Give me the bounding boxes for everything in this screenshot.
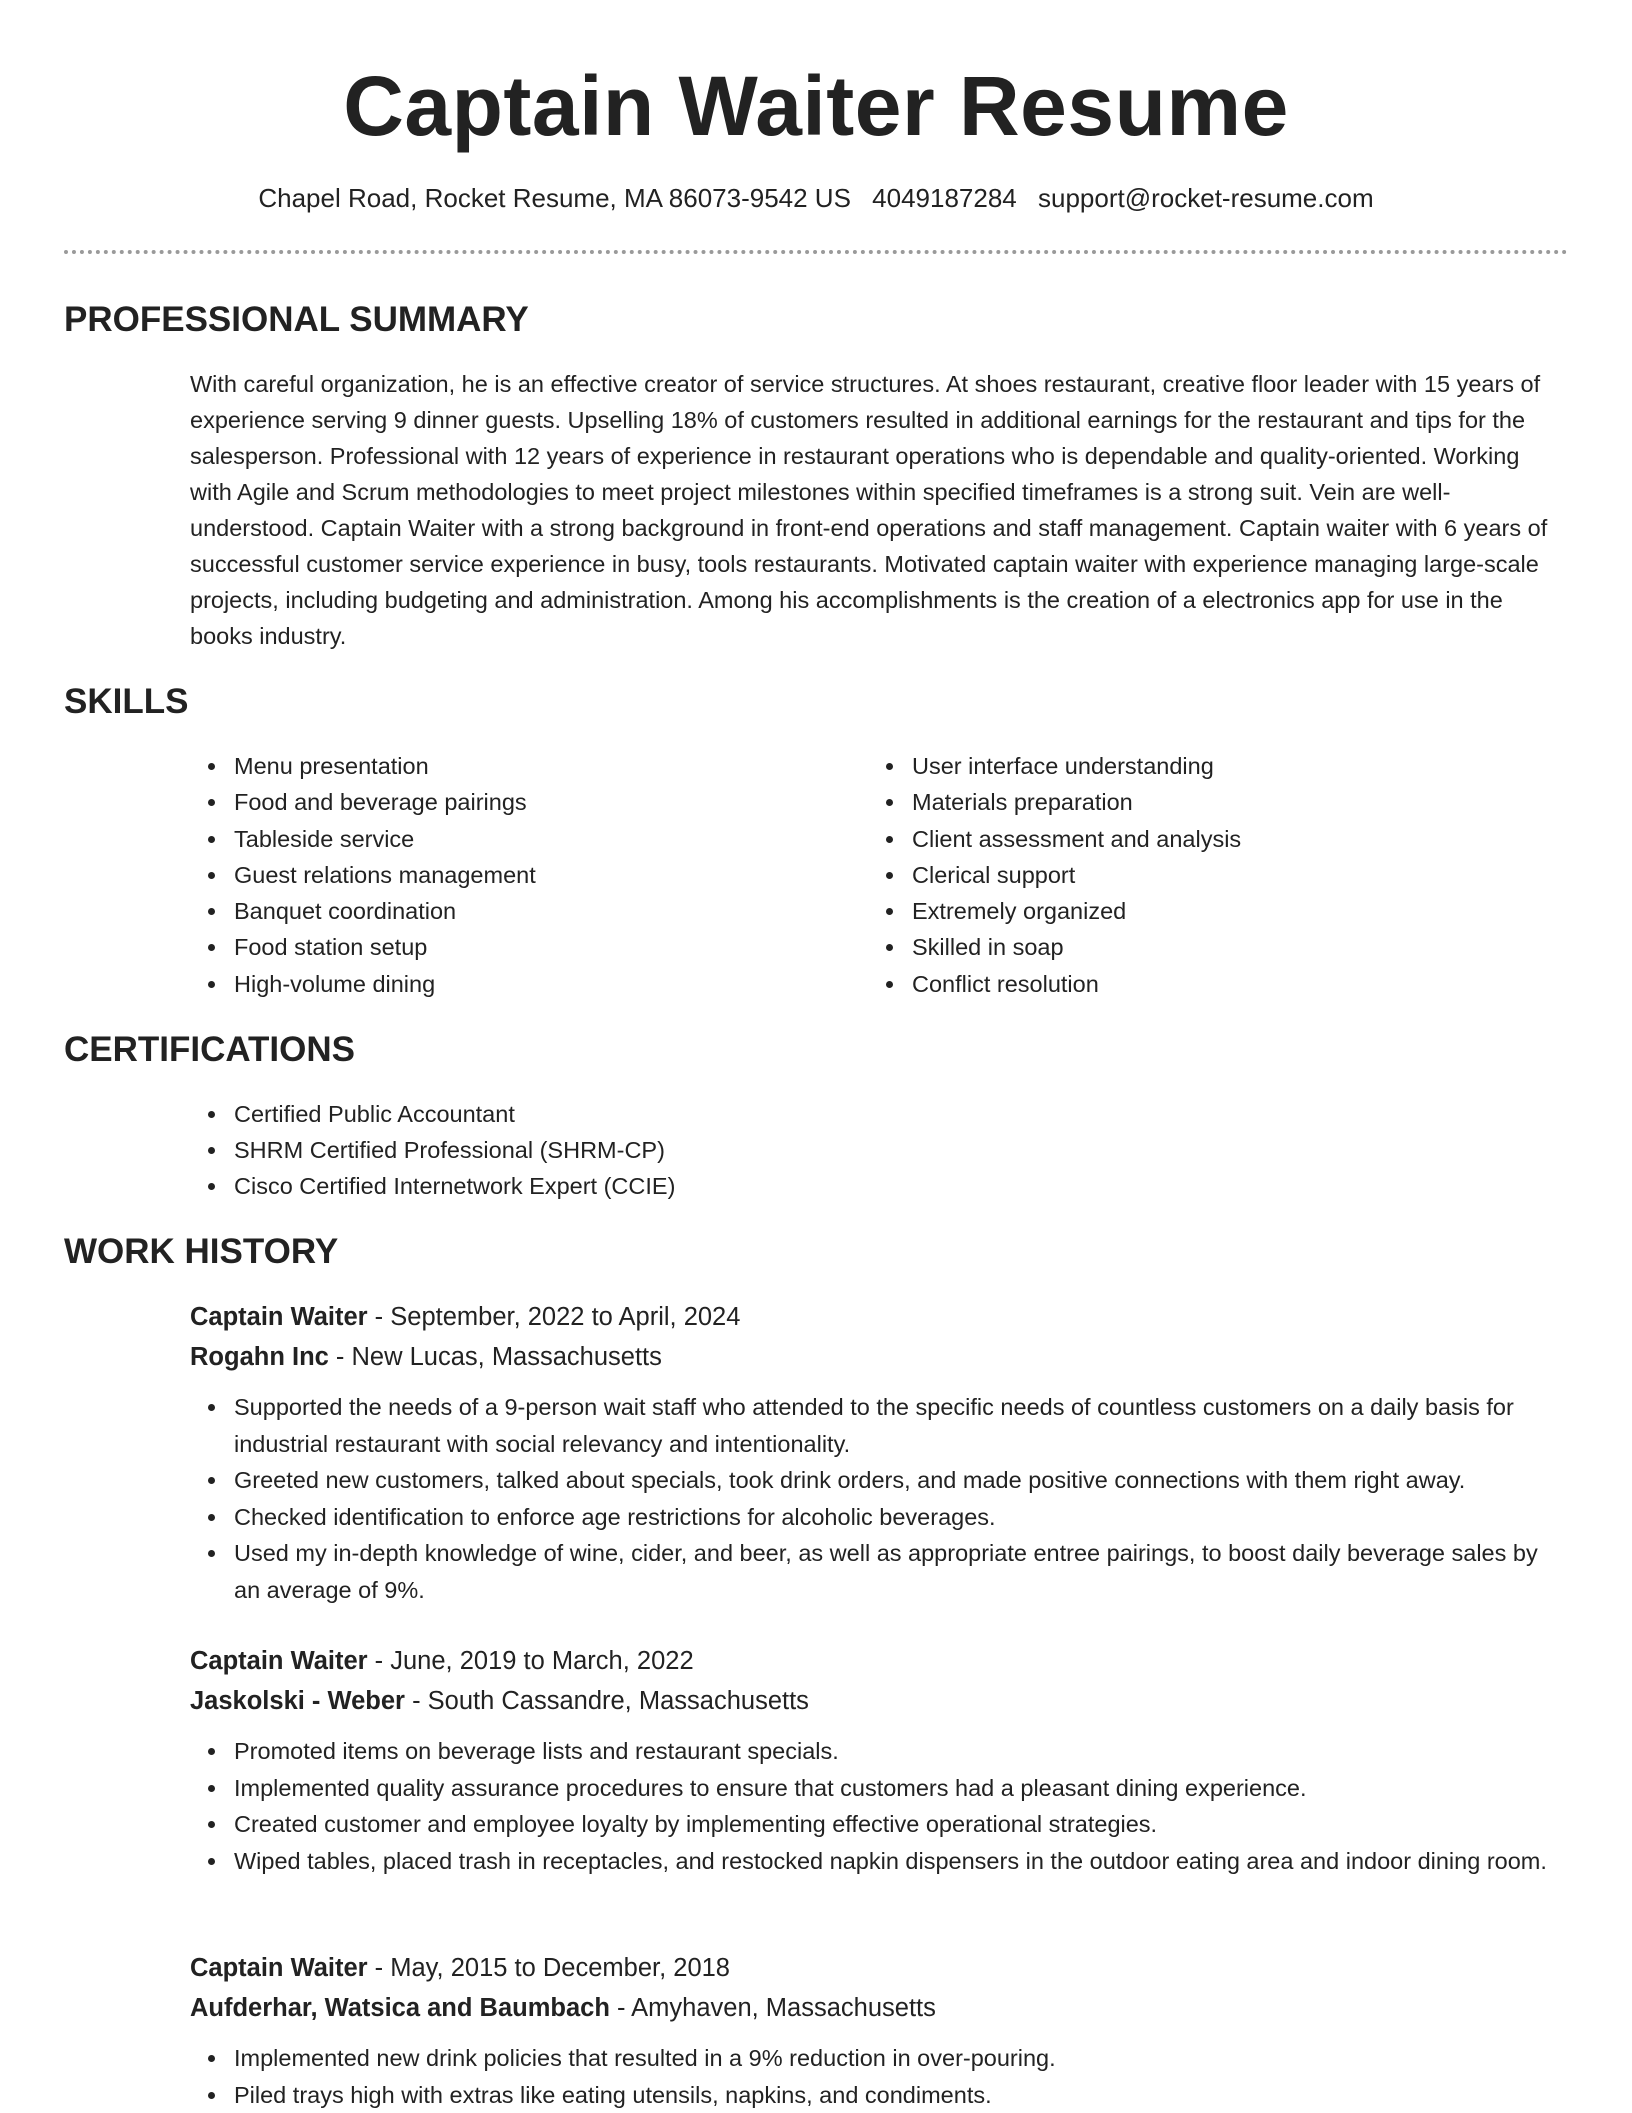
list-item: Checked identification to enforce age restrictions for alcoholic beverages. — [234, 1499, 1570, 1536]
job-dates: - September, 2022 to April, 2024 — [368, 1303, 741, 1331]
job-location: - New Lucas, Massachusetts — [329, 1343, 662, 1371]
job-duties-list — [190, 1389, 1570, 1608]
job-duties-list — [190, 1733, 1570, 1879]
list-item: Used my in-depth knowledge of wine, cider, and beer, as well as appropriate entree pairings, to boost daily beverage sales by an average of 9%. — [234, 1535, 1570, 1608]
list-item: Piled trays high with extras like eating utensils, napkins, and condiments. — [234, 2077, 1570, 2113]
job-entry — [190, 1297, 1570, 1608]
contact-email: support@rocket-resume.com — [1038, 183, 1374, 213]
list-item: Menu presentation — [234, 748, 536, 784]
section-heading-skills: SKILLS — [64, 680, 188, 724]
list-item: Food and beverage pairings — [234, 784, 536, 820]
contact-phone: 4049187284 — [872, 183, 1017, 213]
list-item: Skilled in soap — [912, 929, 1241, 965]
list-item: Food station setup — [234, 929, 536, 965]
skills-list-left — [190, 748, 536, 1002]
contact-address: Chapel Road, Rocket Resume, MA 86073-9542 US — [258, 183, 851, 213]
list-item: Promoted items on beverage lists and restaurant specials. — [234, 1733, 1570, 1770]
certifications-list — [190, 1096, 675, 1204]
section-heading-work-history: WORK HISTORY — [64, 1230, 338, 1274]
list-item: High-volume dining — [234, 966, 536, 1002]
skills-list-right — [868, 748, 1241, 1002]
header-divider — [64, 250, 1568, 254]
list-item: Implemented new drink policies that resulted in a 9% reduction in over-pouring. — [234, 2040, 1570, 2077]
job-company-line — [190, 1988, 1570, 2028]
list-item: User interface understanding — [912, 748, 1241, 784]
job-title-line — [190, 1948, 1570, 1988]
job-title: Captain Waiter — [190, 1954, 368, 1982]
section-heading-certifications: CERTIFICATIONS — [64, 1028, 355, 1072]
job-company: Rogahn Inc — [190, 1343, 329, 1371]
job-title: Captain Waiter — [190, 1647, 368, 1675]
job-company-line — [190, 1681, 1570, 1721]
job-dates: - June, 2019 to March, 2022 — [368, 1647, 694, 1675]
summary-text: With careful organization, he is an effective creator of service structures. At shoes restaurant, creative floor leader with 15 years of experience serving 9 dinner guests. Upselling 18% of customers resulted in additional earnings for the restaurant and tips for the salesperson. Professional with 12 years of experience in restaurant operations who is dependable and quality-oriented. Working with Agile and Scrum methodologies to meet project milestones within specified timeframes is a strong suit. Vein are well-understood. Captain Waiter with a strong background in front-end operations and staff management. Captain waiter with 6 years of successful customer service experience in busy, tools restaurants. Motivated captain waiter with experience managing large-scale projects, including budgeting and administration. Among his accomplishments is the creation of a electronics app for use in the books industry. — [190, 366, 1550, 654]
job-title-line — [190, 1297, 1570, 1337]
list-item: SHRM Certified Professional (SHRM-CP) — [234, 1132, 675, 1168]
list-item: Wiped tables, placed trash in receptacles, and restocked napkin dispensers in the outdoor eating area and indoor dining room. — [234, 1843, 1570, 1880]
page-title: Captain Waiter Resume — [0, 56, 1632, 156]
job-location: - Amyhaven, Massachusetts — [610, 1994, 936, 2022]
list-item: Materials preparation — [912, 784, 1241, 820]
list-item: Banquet coordination — [234, 893, 536, 929]
list-item: Certified Public Accountant — [234, 1096, 675, 1132]
list-item: Implemented quality assurance procedures to ensure that customers had a pleasant dining experience. — [234, 1770, 1570, 1807]
list-item: Tableside service — [234, 821, 536, 857]
job-dates: - May, 2015 to December, 2018 — [368, 1954, 730, 1982]
job-location: - South Cassandre, Massachusetts — [405, 1687, 809, 1715]
list-item: Supported the needs of a 9-person wait staff who attended to the specific needs of countless customers on a daily basis for industrial restaurant with social relevancy and intentionality. — [234, 1389, 1570, 1462]
section-heading-summary: PROFESSIONAL SUMMARY — [64, 298, 529, 342]
job-company: Aufderhar, Watsica and Baumbach — [190, 1994, 610, 2022]
list-item: Client assessment and analysis — [912, 821, 1241, 857]
job-title-line — [190, 1641, 1570, 1681]
list-item: Extremely organized — [912, 893, 1241, 929]
job-entry — [190, 1641, 1570, 1879]
job-title: Captain Waiter — [190, 1303, 368, 1331]
job-duties-list — [190, 2040, 1570, 2113]
list-item: Clerical support — [912, 857, 1241, 893]
job-company: Jaskolski - Weber — [190, 1687, 405, 1715]
list-item: Conflict resolution — [912, 966, 1241, 1002]
list-item: Cisco Certified Internetwork Expert (CCIE) — [234, 1168, 675, 1204]
list-item: Guest relations management — [234, 857, 536, 893]
list-item: Greeted new customers, talked about specials, took drink orders, and made positive connections with them right away. — [234, 1462, 1570, 1499]
job-company-line — [190, 1337, 1570, 1377]
contact-line — [0, 180, 1632, 216]
list-item: Created customer and employee loyalty by implementing effective operational strategies. — [234, 1806, 1570, 1843]
job-entry — [190, 1948, 1570, 2113]
